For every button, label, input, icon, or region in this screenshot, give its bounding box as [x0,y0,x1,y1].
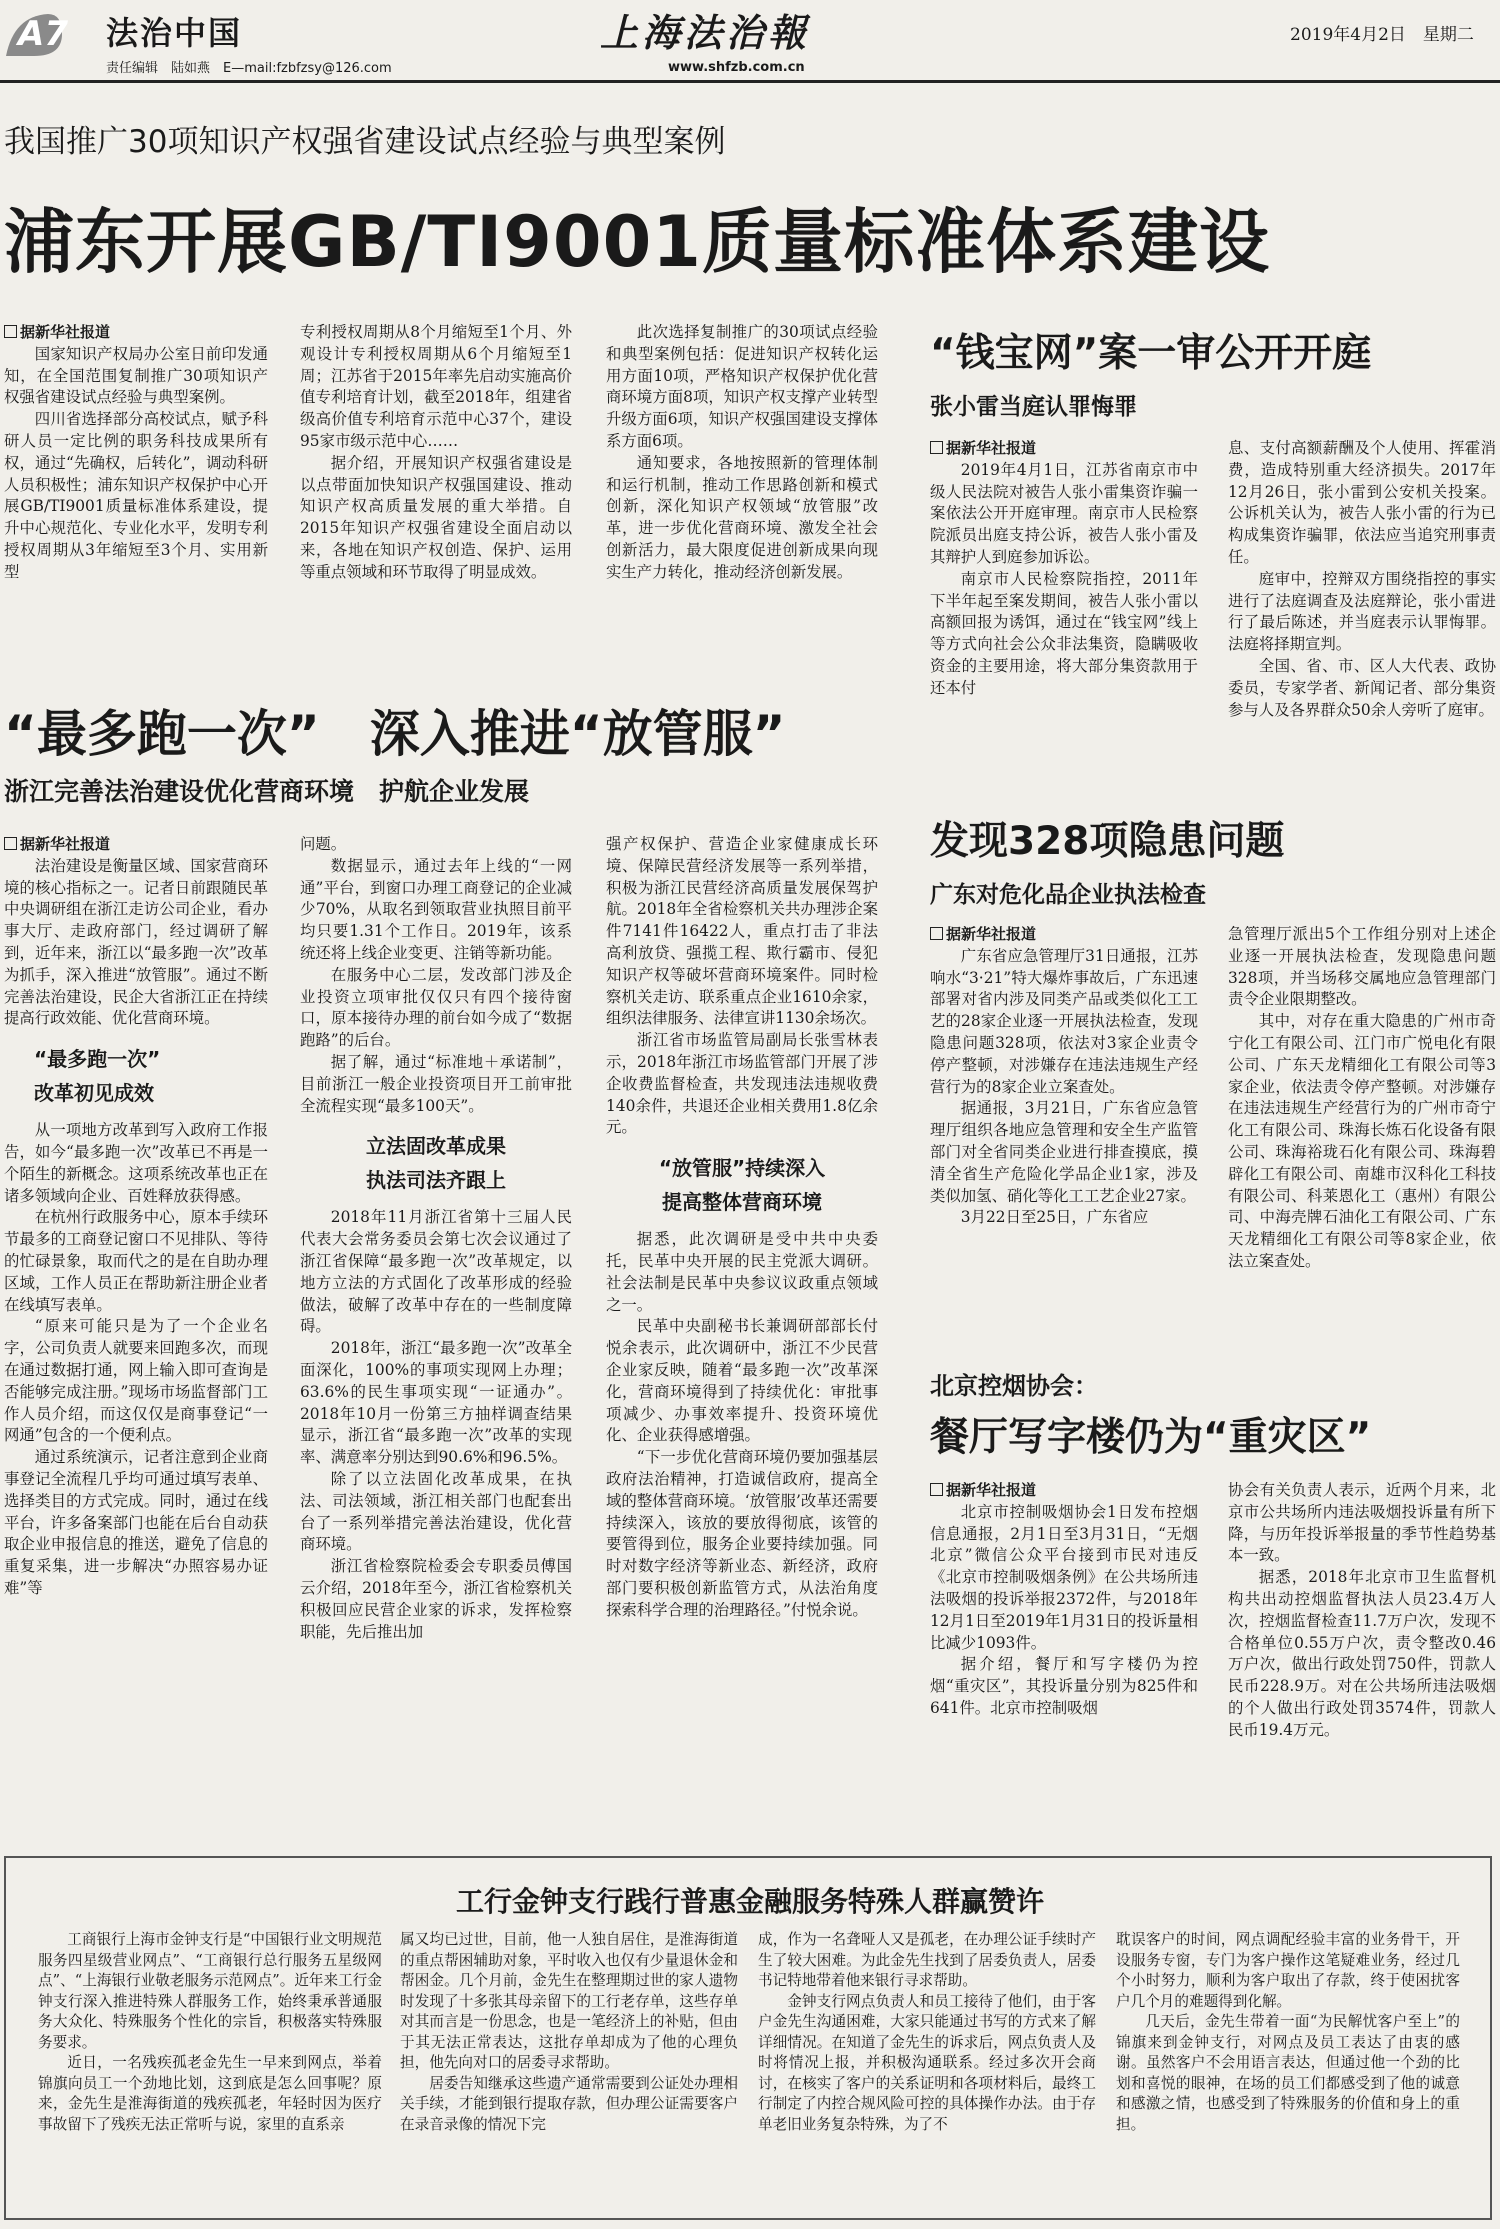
paragraph: 据介绍，餐厅和写字楼仍为控烟“重灾区”，其投诉量分别为825件和641件。北京市控制吸烟 [930,1655,1198,1717]
guangdong-column-2 [1228,924,1496,1273]
qianbao-byline: 据新华社报道 [930,438,1198,460]
lead-headline: 浦东开展GB/TI9001质量标准体系建设 [4,201,1270,283]
section-subhead: “最多跑一次” 改革初见成效 [34,1047,161,1106]
section-name: 法治中国 [106,14,243,52]
paragraph: 此次选择复制推广的30项试点经验和典型案例包括：促进知识产权转化运用方面10项，严格知识产权保护优化营商环境方面8项，知识产权支撑产业转型升级方面6项，知识产权强国建设支撑体系方面6项。 [606,323,878,450]
paragraph: 浙江省检察院检委会专职委员傅国云介绍，2018年至今，浙江省检察机关积极回应民营企业家的诉求，发挥检察职能，先后推出加 [300,1557,572,1641]
lead-column-2 [300,322,572,584]
beijing-column-2 [1228,1480,1496,1742]
paragraph: 除了以立法固化改革成果，在执法、司法领域，浙江相关部门也配套出台了一系列举措完善法治建设，优化营商环境。 [300,1469,572,1554]
paragraph: 南京市人民检察院指控，2011年下半年起至案发期间，被告人张小雷以高额回报为诱饵，通过在“钱宝网”线上等方式向社会公众非法集资，隐瞒吸收资金的主要用途，将大部分集资款用于还本付 [930,569,1198,697]
paragraph: 息、支付高额薪酬及个人使用、挥霍消费，造成特别重大经济损失。2017年12月26日，张小雷到公安机关投案。公诉机关认为，被告人张小雷的行为已构成集资诈骗罪，依法应当追究刑事责任。 [1228,439,1496,566]
beijing-kicker: 北京控烟协会： [930,1372,1098,1400]
lead-kicker: 我国推广30项知识产权强省建设试点经验与典型案例 [4,124,726,160]
zhejiang-column-3 [606,834,878,1622]
paragraph: 强产权保护、营造企业家健康成长环境、保障民营经济发展等一系列举措，积极为浙江民营经济高质量发展保驾护航。2018年全省检察机关共办理涉企案件7141件16422人，重点打击了非法高利放贷、强揽工程、欺行霸市、侵犯知识产权等破坏营商环境案件。同时检察机关走访、联系重点企业1610余家，组织法律服务、法律宣讲1130余场次。 [606,835,878,1028]
bank-column-2 [400,1930,738,2135]
paragraph: 据悉，2018年北京市卫生监督机构共出动控烟监督执法人员23.4万人次，控烟监督检查11.7万户次，发现不合格单位0.55万户次，责令整改0.46万户次，做出行政处罚750件，罚款人民币228.9万。对在公共场所违法吸烟的个人做出行政处罚3574件，罚款人民币19.4万元。 [1228,1568,1496,1739]
paragraph: 广东省应急管理厅31日通报，江苏响水“3·21”特大爆炸事故后，广东迅速部署对省内涉及同类产品或类似化工工艺的28家企业逐一开展执法检查，发现隐患问题328项，依法对3家企业责令停产整顿，对涉嫌存在违法违规生产经营行为的8家企业立案查处。 [930,946,1198,1096]
masthead [0,0,1500,82]
zhejiang-subhead: 浙江完善法治建设优化营商环境 护航企业发展 [4,777,530,806]
paper-name: 上海法治報 [600,10,811,55]
beijing-column-1 [930,1480,1198,1720]
bank-column-1 [38,1930,382,2135]
paragraph: 据介绍，开展知识产权强省建设是以点带面加快知识产权强国建设、推动知识产权高质量发展的重大举措。自2015年知识产权强省建设全面启动以来，各地在知识产权创造、保护、运用等重点领域和环节取得了明显成效。 [300,453,572,581]
paragraph: “原来可能只是为了一个企业名字，公司负责人就要来回跑多次，而现在通过数据打通，网上输入即可查询是否能够完成注册。”现场市场监督部门工作人员介绍，而这仅仅是商事登记“一网通”包含的一个便利点。 [4,1317,268,1445]
zhejiang-column-1 [4,834,268,1600]
website: www.shfzb.com.cn [668,60,805,75]
paragraph: 金钟支行网点负责人和员工接待了他们，由于客户金先生沟通困难，大家只能通过书写的方式来了解详细情况。在知道了金先生的诉求后，网点负责人及时将情况上报，并积极沟通联系。经过多次开会商讨，在核实了客户的关系证明和各项材料后，最终工行制定了内控合规风险可控的具体操作办法。由于存单老旧业务复杂特殊，为了不 [758,1992,1096,2133]
paragraph: 工商银行上海市金钟支行是“中国银行业文明规范服务四星级营业网点”、“工商银行总行服务五星级网点”、“上海银行业敬老服务示范网点”。近年来工行金钟支行深入推进特殊人群服务工作，始终秉承普通服务大众化、特殊服务个性化的宗旨，积极落实特殊服务要求。 [38,1931,382,2051]
paragraph: 在杭州行政服务中心，原本手续环节最多的工商登记窗口不见排队、等待的忙碌景象，取而代之的是在自助办理区域，工作人员正在帮助新注册企业者在线填写表单。 [4,1208,268,1314]
qianbao-column-2 [1228,438,1496,721]
paragraph: 急管理厅派出5个工作组分别对上述企业逐一开展执法检查，发现隐患问题328项，并当场移交属地应急管理部门责令企业限期整改。 [1228,925,1496,1009]
paragraph: 民革中央副秘书长兼调研部部长付悦余表示，此次调研中，浙江不少民营企业家反映，随着“最多跑一次”改革深化，营商环境得到了持续优化：审批事项减少、办事效率提升、投资环境优化、企业获得感增强。 [606,1317,878,1445]
paragraph: 全国、省、市、区人大代表、政协委员，专家学者、新闻记者、部分集资参与人及各界群众50余人旁听了庭审。 [1228,656,1496,719]
paragraph: 国家知识产权局办公室日前印发通知，在全国范围复制推广30项知识产权强省建设试点经验与典型案例。 [4,344,268,407]
paragraph: 成，作为一名聋哑人又是孤老，在办理公证手续时产生了较大困难。为此金先生找到了居委负责人，居委书记特地带着他来银行寻求帮助。 [758,1931,1096,1989]
page-number-badge [4,8,68,58]
lead-column-3 [606,322,878,584]
issue-date: 2019年4月2日 星期二 [1290,25,1474,45]
paragraph: 在服务中心二层，发改部门涉及企业投资立项审批仅仅只有四个接待窗口，原本接待办理的前台如今成了“数据跑路”的后台。 [300,965,572,1050]
beijing-headline: 餐厅写字楼仍为“重灾区” [930,1415,1372,1460]
bank-column-4 [1116,1930,1460,2135]
paragraph: 问题。 [300,835,347,853]
paragraph: 几天后，金先生带着一面“为民解忧客户至上”的锦旗来到金钟支行，对网点及员工表达了由衷的感谢。虽然客户不会用语言表达，但通过他一个劲的比划和喜悦的眼神，在场的员工们都感受到了他的诚意和感激之情，也感受到了特殊服务的价值和身上的重担。 [1116,2013,1460,2133]
paragraph: 近日，一名残疾孤老金先生一早来到网点，举着锦旗向员工一个劲地比划，这到底是怎么回事呢？原来，金先生是淮海街道的残疾孤老，年轻时因为医疗事故留下了残疾无法正常听与说，家里的直系亲 [38,2054,382,2133]
paragraph: 2018年11月浙江省第十三届人民代表大会常务委员会第七次会议通过了浙江省保障“最多跑一次”改革规定，以地方立法的方式固化了改革形成的经验做法，破解了改革中存在的一些制度障碍。 [300,1208,572,1336]
section-subhead: “放管服”持续深入 提高整体营商环境 [658,1156,826,1215]
paragraph: 北京市控制吸烟协会1日发布控烟信息通报，2月1日至3月31日，“无烟北京”微信公众平台接到市民对违反《北京市控制吸烟条例》在公共场所违法吸烟的投诉举报2372件，与2018年12月1日至2019年1月31日的投诉量相比减少1093件。 [930,1502,1198,1652]
section-subhead: 立法固改革成果 执法司法齐跟上 [366,1134,506,1193]
guangdong-byline: 据新华社报道 [930,924,1198,946]
paragraph: 其中，对存在重大隐患的广州市奇宁化工有限公司、江门市广悦电化有限公司、广东天龙精细化工有限公司等3家企业，依法责令停产整顿。对涉嫌存在违法违规生产经营行为的广州市奇宁化工有限公司、珠海长炼石化设备有限公司、珠海裕珑石化有限公司、珠海碧辟化工有限公司、南雄市汉科化工科技有限公司、科莱恩化工（惠州）有限公司、中海壳牌石油化工有限公司、广东天龙精细化工有限公司等8家企业，依法立案查处。 [1228,1012,1496,1270]
paragraph: 据通报，3月21日，广东省应急管理厅组织各地应急管理和安全生产监管部门对全省同类企业进行排查摸底，摸清全省生产危险化学品企业1家，涉及类似加氢、硝化等化工工艺企业27家。 [930,1099,1198,1205]
bank-headline: 工行金钟支行践行普惠金融服务特殊人群赢赞许 [455,1885,1044,1918]
paragraph: 3月22日至25日，广东省应 [960,1208,1149,1227]
paragraph: 从一项地方改革到写入政府工作报告，如今“最多跑一次”改革已不再是一个陌生的新概念。这项系统改革也正在诸多领域向企业、百姓释放获得感。 [4,1121,268,1205]
editor-info: 责任编辑 陆如燕 E—mail:fzbfzsy@126.com [106,61,392,76]
qianbao-column-1 [930,438,1198,700]
paragraph: 属又均已过世，目前，他一人独自居住，是淮海街道的重点帮困辅助对象，平时收入也仅有少量退休金和帮困金。几个月前，金先生在整理期过世的家人遗物时发现了十多张其母亲留下的工行老存单，这些存单对其而言是一份思念，也是一笔经济上的补贴，但由于其无法正常表达，这批存单却成为了他的心理负担，他先向对口的居委寻求帮助。 [400,1931,738,2071]
paragraph: 居委告知继承这些遗产通常需要到公证处办理相关手续，才能到银行提取存款，但办理公证需要客户在录音录像的情况下完 [400,2074,738,2133]
lead-column-1 [4,322,268,584]
beijing-byline: 据新华社报道 [930,1480,1198,1502]
paragraph: “下一步优化营商环境仍要加强基层政府法治精神，打造诚信政府，提高全域的整体营商环境。‘放管服’改革还需要持续深入，该放的要放得彻底，该管的要管得到位，服务企业要持续加强。同时对数字经济等新业态、新经济，政府部门要积极创新监管方式，从法治角度探索科学合理的治理路径。”付悦余说。 [606,1448,878,1619]
paragraph: 法治建设是衡量区域、国家营商环境的核心指标之一。记者日前跟随民革中央调研组在浙江走访公司企业，看办事大厅、走政府部门，经过调研了解到，近年来，浙江以“最多跑一次”改革为抓手，深入推进“放管服”。通过不断完善法治建设，民企大省浙江正在持续提高行政效能、优化营商环境。 [4,856,268,1028]
paragraph: 通知要求，各地按照新的管理体制和运行机制，推动工作思路创新和模式创新，深化知识产权领域“放管服”改革，进一步优化营商环境、激发全社会创新活力，最大限度促进创新成果向现实生产力转化，推动经济创新发展。 [606,453,878,581]
guangdong-column-1 [930,924,1198,1229]
bank-column-3 [758,1930,1096,2135]
paragraph: 数据显示，通过去年上线的“一网通”平台，到窗口办理工商登记的企业减少70%，从取名到领取营业执照目前平均只要1.31个工作日。2019年，该系统还将上线企业变更、注销等新功能。 [300,856,572,962]
paragraph: 通过系统演示，记者注意到企业商事登记全流程几乎均可通过填写表单、选择类目的方式完成。同时，通过在线平台，许多备案部门也能在后台自动获取企业申报信息的推送，避免了信息的重复采集，进一步解决“办照容易办证难”等 [4,1448,268,1597]
qianbao-headline: “钱宝网”案一审公开开庭 [930,331,1372,376]
guangdong-headline: 发现328项隐患问题 [930,819,1285,864]
paragraph: 2018年，浙江“最多跑一次”改革全面深化，100%的事项实现网上办理；63.6%的民生事项实现“一证通办”。2018年10月一份第三方抽样调查结果显示，浙江省“最多跑一次”改革的实现率、满意率分别达到90.6%和96.5%。 [300,1339,572,1467]
paragraph: 浙江省市场监管局副局长张雪林表示，2018年浙江市场监管部门开展了涉企收费监督检查，共发现违法违规收费140余件，共退还企业相关费用1.8亿余元。 [606,1031,878,1137]
zhejiang-headline: “最多跑一次” 深入推进“放管服” [4,705,786,763]
paragraph: 四川省选择部分高校试点，赋予科研人员一定比例的职务科技成果所有权，通过“先确权，后转化”，调动科研人员积极性；浦东知识产权保护中心开展GB/TI9001质量标准体系建设，提升中心规范化、专业化水平，发明专利授权周期从3年缩短至3个月、实用新型 [4,410,268,581]
paragraph: 据悉，此次调研是受中共中央委托，民革中央开展的民主党派大调研。社会法制是民革中央参议议政重点领域之一。 [606,1230,878,1314]
zhejiang-column-2 [300,834,572,1643]
zhejiang-byline: 据新华社报道 [4,834,268,856]
qianbao-subhead: 张小雷当庭认罪悔罪 [930,394,1137,420]
paragraph: 专利授权周期从8个月缩短至1个月、外观设计专利授权周期从6个月缩短至1周；江苏省于2015年率先启动实施高价值专利培育计划，截至2018年，组建省级高价值专利培育示范中心37个，建设95家市级示范中心…… [300,323,572,450]
paragraph: 2019年4月1日，江苏省南京市中级人民法院对被告人张小雷集资诈骗一案依法公开开庭审理。南京市人民检察院派员出庭支持公诉，被告人张小雷及其辩护人到庭参加诉讼。 [930,460,1198,566]
paragraph: 据了解，通过“标准地＋承诺制”，目前浙江一般企业投资项目开工前审批全流程实现“最多100天”。 [300,1052,572,1115]
paragraph: 协会有关负责人表示，近两个月来，北京市公共场所内违法吸烟投诉量有所下降，与历年投诉举报量的季节性趋势基本一致。 [1228,1481,1496,1565]
lead-byline: 据新华社报道 [4,322,268,344]
paragraph: 庭审中，控辩双方围绕指控的事实进行了法庭调查及法庭辩论，张小雷进行了最后陈述，并当庭表示认罪悔罪。法庭将择期宣判。 [1228,569,1496,654]
page-number: A7 [18,14,68,54]
paragraph: 耽误客户的时间，网点调配经验丰富的业务骨干，开设服务专窗，专门为客户操作这笔疑难业务，经过几个小时努力，顺利为客户取出了存款，终于使困扰客户几个月的难题得到化解。 [1116,1931,1460,2010]
guangdong-subhead: 广东对危化品企业执法检查 [930,882,1206,908]
